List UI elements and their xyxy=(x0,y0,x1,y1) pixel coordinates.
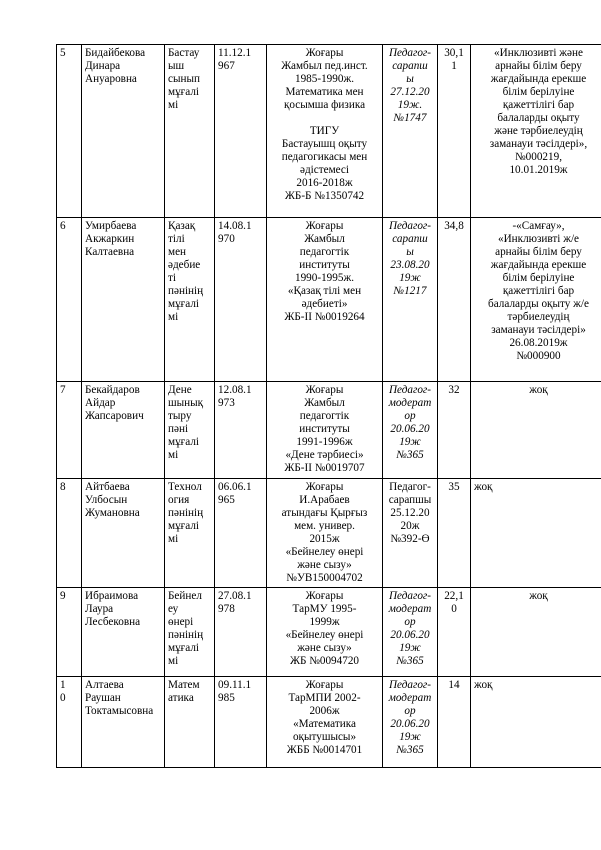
education-info: Жоғары Жамбыл пед.инст. 1985-1990ж. Математика мен қосымша физика ТИГУ Бастауышц оқыту педагогикасы мен әдістемесі 2016-2018ж ЖБ-Б №1350742 xyxy=(267,45,383,218)
education-info: Жоғары Жамбыл педагогтік институты 1990-1995ж. «Қазақ тілі мен әдебиеті» ЖБ-ІІ №0019264 xyxy=(267,218,383,382)
education-info: Жоғары И.Арабаев атындағы Қырғыз мем. универ. 2015ж «Бейнелеу өнері және сызу» №УВ150004702 xyxy=(267,479,383,588)
teacher-position: Дене шынық тыру пәні мұғалі мі xyxy=(165,382,215,479)
teacher-name: Алтаева Раушан Токтамысовна xyxy=(82,677,165,768)
education-info: Жоғары ТарМУ 1995- 1999ж «Бейнелеу өнері және сызу» ЖБ №0094720 xyxy=(267,588,383,677)
row-number: 6 xyxy=(57,218,82,382)
row-number: 7 xyxy=(57,382,82,479)
teacher-position: Бейнел еу өнері пәнінің мұғалі мі xyxy=(165,588,215,677)
work-experience: 35 xyxy=(438,479,471,588)
education-info: Жоғары Жамбыл педагогтік институты 1991-1996ж «Дене тәрбиесі» ЖБ-ІІ №0019707 xyxy=(267,382,383,479)
table-row xyxy=(57,677,601,768)
table-row xyxy=(57,588,601,677)
teacher-position: Бастау ыш сынып мұғалі мі xyxy=(165,45,215,218)
education-info: Жоғары ТарМПИ 2002- 2006ж «Математика оқытушысы» ЖББ №0014701 xyxy=(267,677,383,768)
teacher-position: Матем атика xyxy=(165,677,215,768)
courses-info: -«Самғау», «Инклюзивті ж/е арнайы білім беру жағдайында ерекше білім берілуіне қажеттілігі бар балаларды оқыту ж/е тәрбиелеудің заманауи тәсілдері» 26.08.2019ж №000900 xyxy=(471,218,601,382)
courses-info: «Инклюзивті және арнайы білім беру жағдайында ерекше білім берілуіне қажеттілігі бар балаларды оқыту және тәрбиелеудің заманауи тәсілдері», №000219, 10.01.2019ж xyxy=(471,45,601,218)
row-number: 9 xyxy=(57,588,82,677)
table-row xyxy=(57,218,601,382)
courses-info: жоқ xyxy=(471,479,601,588)
courses-info: жоқ xyxy=(471,588,601,677)
row-number: 8 xyxy=(57,479,82,588)
qualification-category: Педагог- модерат ор 20.06.20 19ж №365 xyxy=(383,677,438,768)
table-row xyxy=(57,45,601,218)
qualification-category: Педагог- сарапш ы 23.08.20 19ж №1217 xyxy=(383,218,438,382)
teacher-name: Айтбаева Улбосын Жумановна xyxy=(82,479,165,588)
birth-date: 12.08.1 973 xyxy=(215,382,267,479)
staff-table xyxy=(56,44,601,768)
work-experience: 32 xyxy=(438,382,471,479)
table-row xyxy=(57,382,601,479)
birth-date: 14.08.1 970 xyxy=(215,218,267,382)
teacher-name: Бекайдаров Айдар Жапсарович xyxy=(82,382,165,479)
teacher-name: Бидайбекова Динара Ануаровна xyxy=(82,45,165,218)
staff-table-body xyxy=(57,45,601,768)
work-experience: 34,8 xyxy=(438,218,471,382)
teacher-name: Ибраимова Лаура Лесбековна xyxy=(82,588,165,677)
teacher-position: Технол огия пәнінің мұғалі мі xyxy=(165,479,215,588)
teacher-name: Умирбаева Акжаркин Калтаевна xyxy=(82,218,165,382)
birth-date: 27.08.1 978 xyxy=(215,588,267,677)
work-experience: 22,1 0 xyxy=(438,588,471,677)
qualification-category: Педагог- модерат ор 20.06.20 19ж №365 xyxy=(383,588,438,677)
birth-date: 09.11.1 985 xyxy=(215,677,267,768)
table-row xyxy=(57,479,601,588)
birth-date: 06.06.1 965 xyxy=(215,479,267,588)
qualification-category: Педагог- модерат ор 20.06.20 19ж №365 xyxy=(383,382,438,479)
courses-info: жоқ xyxy=(471,382,601,479)
qualification-category: Педагог- сарапшы 25.12.20 20ж №392-Ө xyxy=(383,479,438,588)
work-experience: 14 xyxy=(438,677,471,768)
row-number: 1 0 xyxy=(57,677,82,768)
teacher-position: Қазақ тілі мен әдебие ті пәнінің мұғалі мі xyxy=(165,218,215,382)
row-number: 5 xyxy=(57,45,82,218)
birth-date: 11.12.1 967 xyxy=(215,45,267,218)
work-experience: 30,1 1 xyxy=(438,45,471,218)
qualification-category: Педагог- сарапш ы 27.12.20 19ж. №1747 xyxy=(383,45,438,218)
courses-info: жоқ xyxy=(471,677,601,768)
